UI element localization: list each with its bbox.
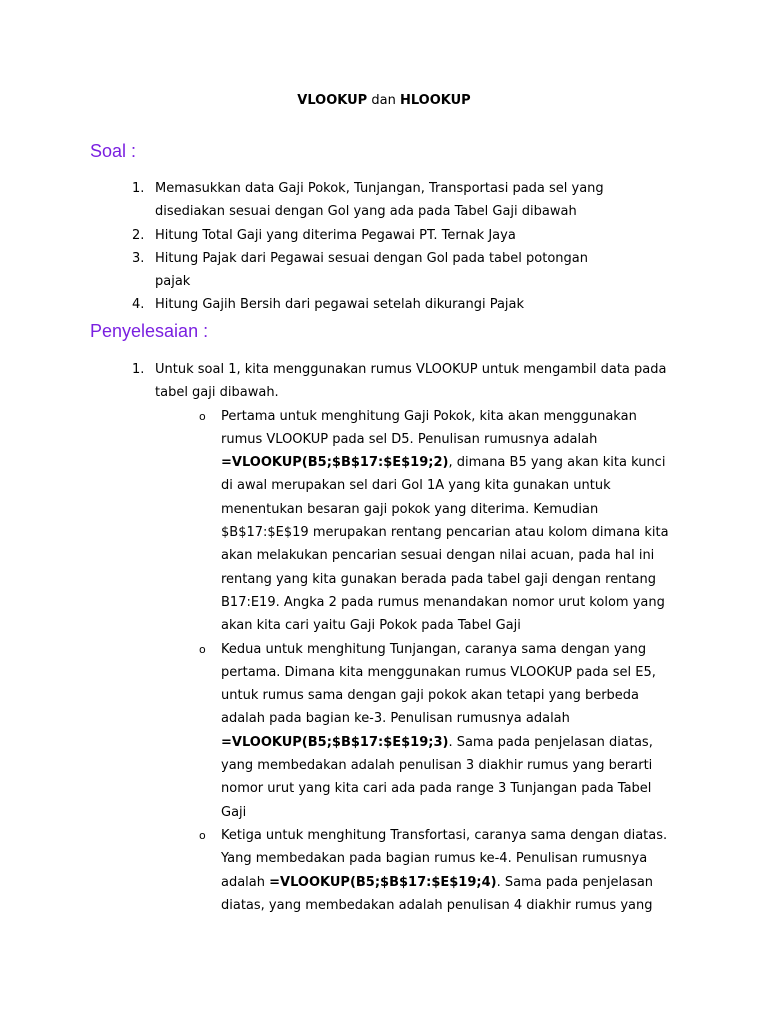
bullet-icon: o xyxy=(199,642,206,656)
sub-text-after: . Sama pada penjelasan diatas, yang membedakan adalah penulisan 3 diakhir rumus yang berarti nomor urut yang kita cari ada pada range 3 Tunjangan pada Tabel Gaji xyxy=(221,734,653,820)
formula-text: =VLOOKUP(B5;$B$17:$E$19;2) xyxy=(221,455,449,471)
list-item xyxy=(132,177,625,224)
item-number: 4. xyxy=(132,297,145,313)
sub-text-before: Ketiga untuk menghitung Transfortasi, caranya sama dengan diatas. Yang membedakan pada bagian rumus ke-4. Penulisan rumusnya adalah xyxy=(221,827,668,890)
item-number: 2. xyxy=(132,227,145,243)
list-item xyxy=(132,293,625,316)
bullet-icon: o xyxy=(199,409,206,423)
sub-list-item xyxy=(199,824,679,917)
item-number: 1. xyxy=(132,181,145,196)
soal-heading: Soal : xyxy=(90,141,137,161)
title-vlookup: VLOOKUP xyxy=(297,93,368,108)
list-item xyxy=(132,358,680,917)
sub-text-before: Pertama untuk menghitung Gaji Pokok, kita akan menggunakan rumus VLOOKUP pada sel D5. Penulisan rumusnya adalah xyxy=(221,408,637,447)
item-number: 3. xyxy=(132,250,145,266)
penyelesaian-list xyxy=(132,358,680,917)
sub-text-after: . Sama pada penjelasan diatas, yang membedakan adalah penulisan 4 diakhir rumus yang xyxy=(221,874,654,913)
formula-text: =VLOOKUP(B5;$B$17:$E$19;4) xyxy=(269,874,497,890)
soal-list xyxy=(132,177,625,317)
item-text: Hitung Pajak dari Pegawai sesuai dengan Gol pada tabel potongan pajak xyxy=(155,250,588,290)
sub-text-before: Kedua untuk menghitung Tunjangan, caranya sama dengan yang pertama. Dimana kita menggunakan rumus VLOOKUP pada sel E5, untuk rumus sama dengan gaji pokok akan tetapi yang berbeda adalah pada bagian ke-3. Penulisan rumusnya adalah xyxy=(221,641,656,727)
item-text: Memasukkan data Gaji Pokok, Tunjangan, Transportasi pada sel yang disediakan sesuai dengan Gol yang ada pada Tabel Gaji dibawah xyxy=(155,181,604,220)
item-number: 1. xyxy=(132,362,145,377)
sub-list-item xyxy=(199,638,679,824)
title-connector: dan xyxy=(367,93,400,108)
title-hlookup: HLOOKUP xyxy=(399,93,471,108)
list-item xyxy=(132,247,625,294)
item-text: Hitung Total Gaji yang diterima Pegawai PT. Ternak Jaya xyxy=(155,227,516,243)
item-text: Untuk soal 1, kita menggunakan rumus VLOOKUP untuk mengambil data pada tabel gaji dibawah. xyxy=(155,362,667,401)
document-title xyxy=(0,92,768,110)
sub-list-item xyxy=(199,405,679,638)
list-item xyxy=(132,224,625,247)
formula-text: =VLOOKUP(B5;$B$17:$E$19;3) xyxy=(221,734,449,750)
sub-text-after: , dimana B5 yang akan kita kunci di awal merupakan sel dari Gol 1A yang kita gunakan untuk menentukan besaran gaji pokok yang diterima. Kemudian $B$17:$E$19 merupakan rentang pencarian atau kolom dimana kita akan melakukan pencarian sesuai dengan nilai acuan, pada hal ini rentang yang kita gunakan berada pada tabel gaji dengan rentang B17:E19. Angka 2 pada rumus menandakan nomor urut kolom yang akan kita cari yaitu Gaji Pokok pada Tabel Gaji xyxy=(221,455,669,634)
penyelesaian-heading: Penyelesaian : xyxy=(90,321,209,341)
sub-list xyxy=(199,405,679,918)
item-text: Hitung Gajih Bersih dari pegawai setelah dikurangi Pajak xyxy=(155,297,525,313)
bullet-icon: o xyxy=(199,828,206,842)
